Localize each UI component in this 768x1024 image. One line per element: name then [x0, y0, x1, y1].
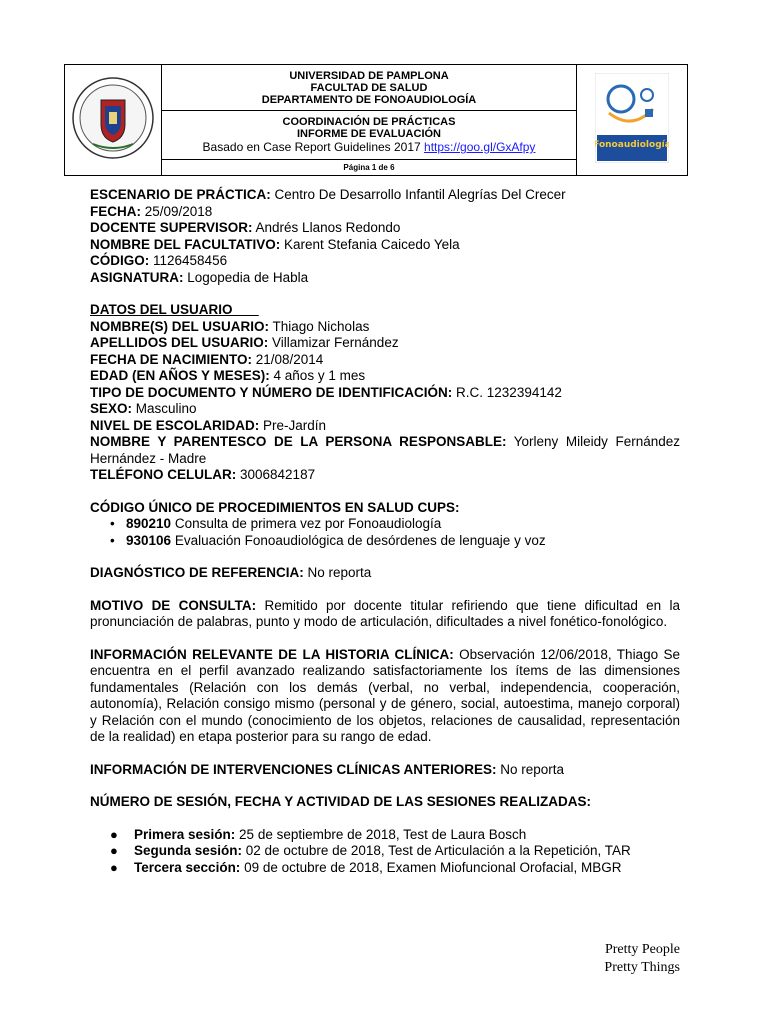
list-item — [126, 516, 680, 533]
codigo-line — [90, 253, 680, 270]
escolaridad-label: NIVEL DE ESCOLARIDAD: — [90, 417, 260, 433]
list-item — [134, 827, 680, 844]
cups-code: 890210 — [126, 516, 172, 531]
session-text: 02 de octubre de 2018, Test de Articulación a la Repetición, TAR — [242, 843, 631, 858]
page-number: Página 1 de 6 — [343, 163, 395, 173]
facultativo-label: NOMBRE DEL FACULTATIVO: — [90, 236, 281, 252]
nacimiento-line — [90, 352, 680, 369]
motivo-paragraph — [90, 598, 680, 631]
sexo-label: SEXO: — [90, 401, 133, 416]
documento-value: R.C. 1232394142 — [452, 384, 562, 400]
nombres-line — [90, 319, 680, 336]
footer-brand — [604, 941, 680, 977]
telefono-label: TELÉFONO CELULAR: — [90, 467, 237, 482]
coordination-title: COORDINACIÓN DE PRÁCTICAS — [282, 115, 456, 128]
docente-line — [90, 220, 680, 237]
header-titles — [162, 65, 577, 111]
footer-line1: Pretty People — [604, 942, 680, 957]
basado-line — [162, 140, 576, 154]
university-seal-cell — [65, 65, 162, 176]
university-seal-icon — [71, 76, 155, 160]
docente-value: Andrés Llanos Redondo — [252, 220, 401, 235]
documento-line — [90, 385, 680, 402]
guidelines-link[interactable]: https://goo.gl/GxAfpy — [424, 139, 536, 154]
university-name: UNIVERSIDAD DE PAMPLONA — [289, 69, 449, 82]
documento-label: TIPO DE DOCUMENTO Y NÚMERO DE IDENTIFICACIÓN: — [90, 384, 453, 400]
facultativo-line — [90, 237, 680, 254]
report-body — [90, 187, 680, 876]
diagnostico-value: No reporta — [303, 565, 372, 580]
historia-value: Observación 12/06/2018, Thiago Se encuentra en el perfil avanzado realizando satisfactoriamente los ítems de las dimensiones fundamentales (Relación con los demás (verbal, no verbal, independencia, cooperación, autonomía), Relación consigo mismo (personal y de género, social, autoestima, manejo corporal) y Relación con el mundo (conocimiento de los objetos, relaciones de causalidad, representación de la realidad) en etapa posterior para su rango de edad. — [90, 646, 680, 744]
intervenciones-value: No reporta — [496, 761, 565, 777]
edad-label: EDAD (EN AÑOS Y MESES): — [90, 368, 270, 383]
session-label: Segunda sesión: — [134, 843, 243, 858]
fonoaudiologia-logo-cell — [577, 65, 688, 176]
sexo-line — [90, 401, 680, 418]
escolaridad-value: Pre-Jardín — [259, 417, 327, 433]
report-title: INFORME DE EVALUACIÓN — [296, 127, 442, 140]
apellidos-line — [90, 335, 680, 352]
asignatura-value: Logopedia de Habla — [183, 269, 309, 285]
cups-title: CÓDIGO ÚNICO DE PROCEDIMIENTOS EN SALUD CUPS: — [90, 499, 460, 515]
codigo-value: 1126458456 — [149, 253, 228, 268]
cups-list — [90, 516, 680, 549]
sesiones-title: NÚMERO DE SESIÓN, FECHA Y ACTIVIDAD DE LAS SESIONES REALIZADAS: — [90, 794, 592, 809]
session-text: 25 de septiembre de 2018, Test de Laura Bosch — [235, 826, 527, 842]
responsable-value: Yorleny Mileidy Fernández Hernández - Madre — [90, 434, 680, 466]
escenario-value: Centro De Desarrollo Infantil Alegrías Del Crecer — [270, 187, 566, 202]
nacimiento-label: FECHA DE NACIMIENTO: — [90, 351, 252, 367]
faculty-name: FACULTAD DE SALUD — [310, 81, 428, 94]
page-number-cell — [162, 159, 577, 175]
facultativo-value: Karent Stefania Caicedo Yela — [280, 236, 460, 252]
sexo-value: Masculino — [132, 401, 197, 416]
historia-paragraph — [90, 647, 680, 746]
codigo-label: CÓDIGO: — [90, 253, 150, 268]
edad-line — [90, 368, 680, 385]
list-item — [126, 533, 680, 550]
document-header — [64, 64, 688, 176]
logo-label: Fonoaudiología — [595, 139, 669, 150]
docente-label: DOCENTE SUPERVISOR: — [90, 220, 253, 235]
apellidos-label: APELLIDOS DEL USUARIO: — [90, 335, 269, 350]
responsable-label: NOMBRE Y PARENTESCO DE LA PERSONA RESPONSABLE: — [90, 434, 507, 449]
fecha-label: FECHA: — [90, 203, 141, 219]
escenario-line — [90, 187, 680, 204]
cups-text: Evaluación Fonoaudiológica de desórdenes de lenguaje y voz — [171, 532, 546, 548]
responsable-line — [90, 434, 680, 467]
fonoaudiologia-logo-icon — [595, 73, 669, 163]
nombres-label: NOMBRE(S) DEL USUARIO: — [90, 318, 270, 334]
diagnostico-label: DIAGNÓSTICO DE REFERENCIA: — [90, 565, 304, 580]
diagnostico-line — [90, 565, 680, 582]
edad-value: 4 años y 1 mes — [269, 368, 366, 383]
intervenciones-label: INFORMACIÓN DE INTERVENCIONES CLÍNICAS ANTERIORES: — [90, 761, 497, 777]
apellidos-value: Villamizar Fernández — [268, 335, 399, 350]
session-label: Primera sesión: — [134, 826, 236, 842]
footer-line2: Pretty Things — [604, 960, 680, 975]
escolaridad-line — [90, 418, 680, 435]
telefono-line — [90, 467, 680, 484]
basado-text: Basado en Case Report Guidelines 2017 — [202, 139, 425, 154]
escenario-label: ESCENARIO DE PRÁCTICA: — [90, 187, 271, 202]
fecha-line — [90, 204, 680, 221]
cups-text: Consulta de primera vez por Fonoaudiología — [171, 516, 442, 531]
session-text: 09 de octubre de 2018, Examen Miofuncional Orofacial, MBGR — [240, 859, 622, 875]
list-item — [134, 843, 680, 860]
intervenciones-line — [90, 762, 680, 779]
motivo-label: MOTIVO DE CONSULTA: — [90, 597, 257, 613]
department-name: DEPARTAMENTO DE FONOAUDIOLOGÍA — [261, 93, 477, 106]
header-report-titles — [162, 111, 577, 160]
telefono-value: 3006842187 — [236, 467, 316, 482]
list-item — [134, 860, 680, 877]
nacimiento-value: 21/08/2014 — [252, 351, 324, 367]
fecha-value: 25/09/2018 — [141, 203, 213, 219]
nombres-value: Thiago Nicholas — [269, 318, 370, 334]
asignatura-line — [90, 270, 680, 287]
cups-code: 930106 — [126, 532, 172, 548]
usuario-section-title: DATOS DEL USUARIO — [90, 302, 233, 317]
motivo-value: Remitido por docente titular refiriendo que tiene dificultad en la pronunciación de palabras, punto y modo de articulación, dificultades a nivel fonético-fonológico. — [90, 597, 680, 629]
session-label: Tercera sección: — [134, 859, 241, 875]
asignatura-label: ASIGNATURA: — [90, 269, 184, 285]
historia-label: INFORMACIÓN RELEVANTE DE LA HISTORIA CLÍNICA: — [90, 646, 454, 662]
sesiones-list — [90, 827, 680, 877]
